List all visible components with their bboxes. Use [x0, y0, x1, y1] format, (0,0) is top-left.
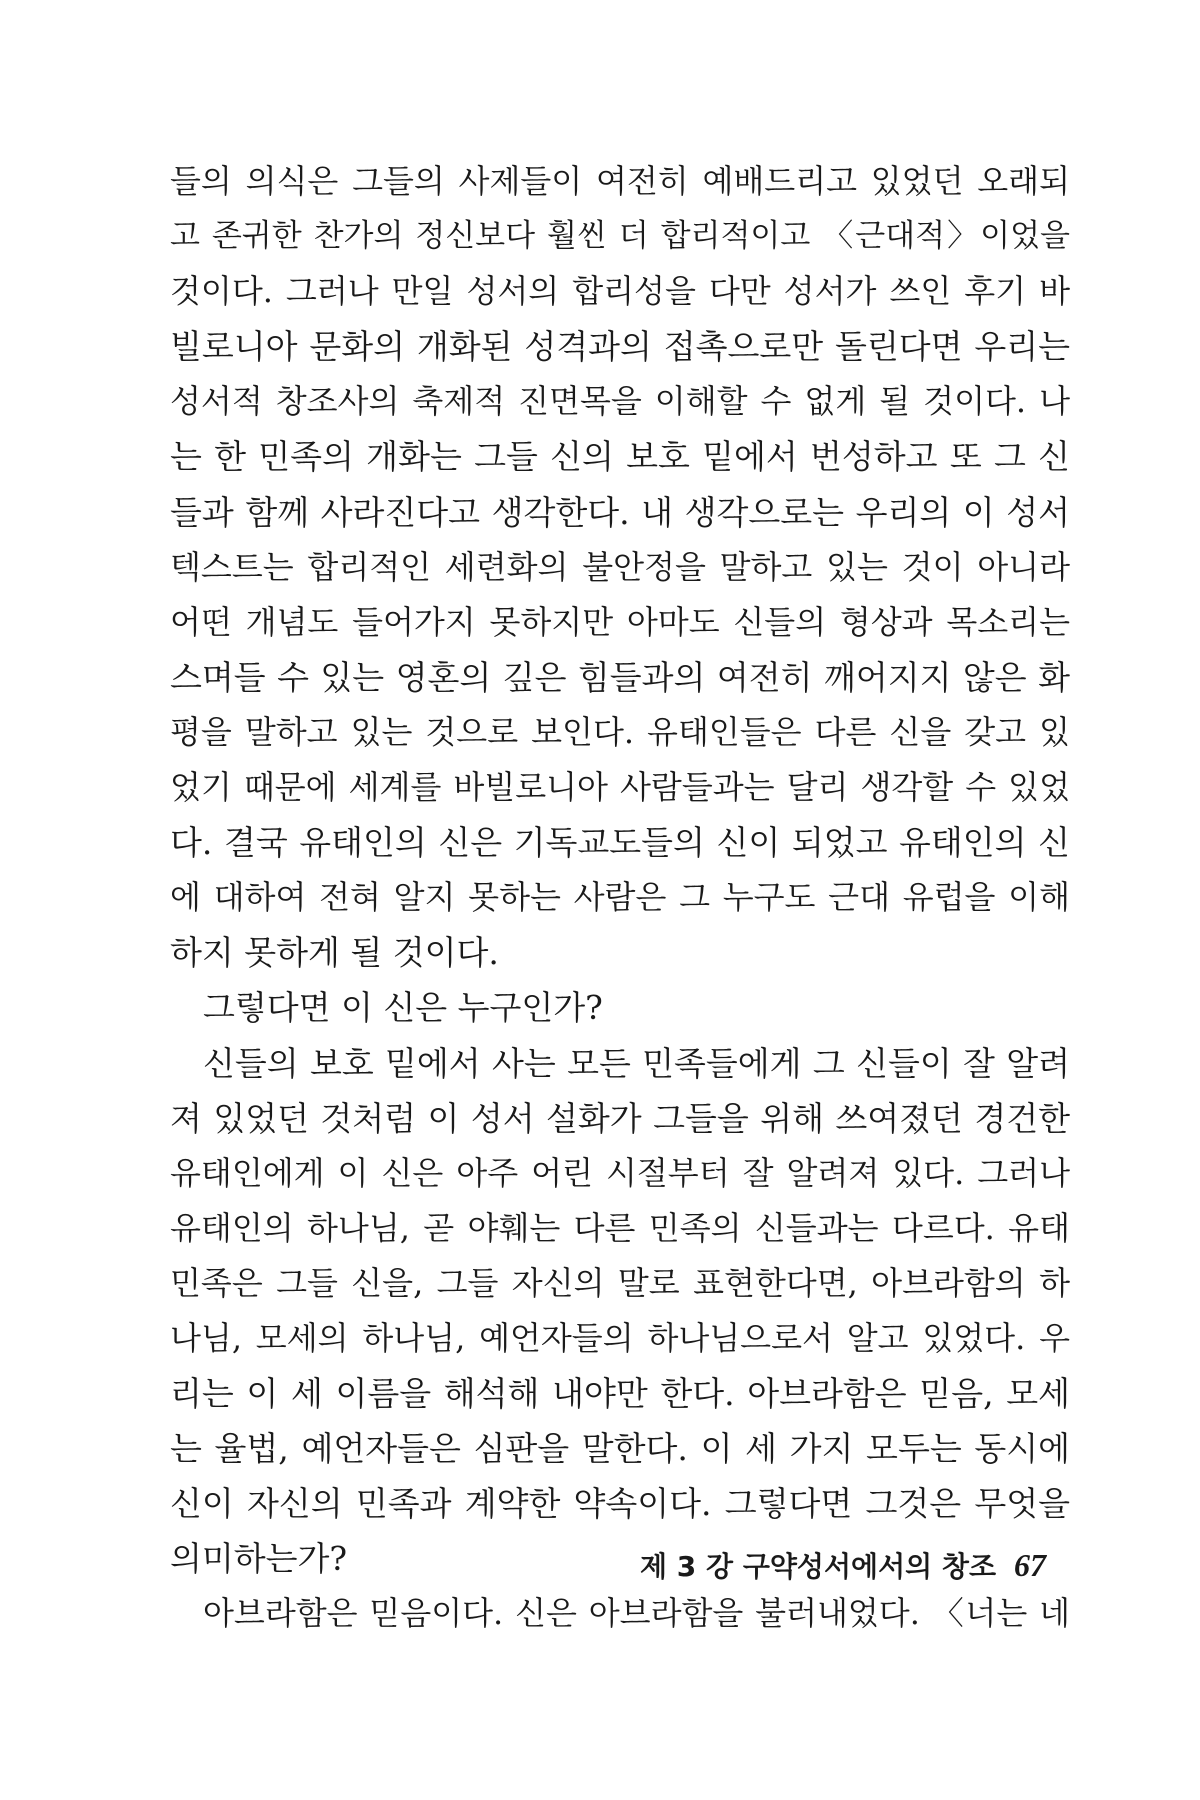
text-line: 평을 말하고 있는 것으로 보인다. 유태인들은 다른 신을 갖고 있 — [170, 712, 1070, 751]
page-number: 67 — [1014, 1547, 1047, 1583]
text-line: 유태인에게 이 신은 아주 어린 시절부터 잘 알려져 있다. 그러나 — [170, 1153, 1070, 1192]
text-line: 고 존귀한 찬가의 정신보다 훨씬 더 합리적이고 〈근대적〉이었을 — [170, 218, 1070, 255]
text-line: 것이다. 그러나 만일 성서의 합리성을 다만 성서가 쓰인 후기 바 — [170, 272, 1070, 311]
text-line: 었기 때문에 세계를 바빌로니아 사람들과는 달리 생각할 수 있었 — [170, 768, 1070, 807]
body-text — [170, 154, 1070, 1642]
text-line: 에 대하여 전혀 알지 못하는 사람은 그 누구도 근대 유럽을 이해 — [170, 878, 1070, 917]
text-line: 어떤 개념도 들어가지 못하지만 아마도 신들의 형상과 목소리는 — [170, 602, 1070, 641]
text-line: 들의 의식은 그들의 사제들이 여전히 예배드리고 있었던 오래되 — [170, 162, 1070, 200]
text-line: 들과 함께 사라진다고 생각한다. 내 생각으로는 우리의 이 성서 — [170, 492, 1070, 532]
text-line: 리는 이 세 이름을 해석해 내야만 한다. 아브라함은 믿음, 모세 — [170, 1374, 1070, 1414]
text-line: 의미하는가? — [170, 1539, 348, 1579]
text-line: 나님, 모세의 하나님, 예언자들의 하나님으로서 알고 있었다. 우 — [170, 1318, 1070, 1357]
page-footer — [640, 1545, 1070, 1585]
text-line: 민족은 그들 신을, 그들 자신의 말로 표현한다면, 아브라함의 하 — [170, 1263, 1070, 1302]
text-line: 신들의 보호 밑에서 사는 모든 민족들에게 그 신들이 잘 알려 — [203, 1043, 1070, 1083]
text-line: 성서적 창조사의 축제적 진면목을 이해할 수 없게 될 것이다. 나 — [170, 382, 1070, 421]
text-line: 는 율법, 예언자들은 심판을 말한다. 이 세 가지 모두는 동시에 — [170, 1429, 1070, 1469]
text-line: 져 있었던 것처럼 이 성서 설화가 그들을 위해 쓰여졌던 경건한 — [170, 1098, 1070, 1138]
text-line: 신이 자신의 민족과 계약한 약속이다. 그렇다면 그것은 무엇을 — [170, 1484, 1070, 1524]
text-line: 텍스트는 합리적인 세련화의 불안정을 말하고 있는 것이 아니라 — [170, 547, 1070, 586]
text-line: 다. 결국 유태인의 신은 기독교도들의 신이 되었고 유태인의 신 — [170, 823, 1070, 863]
text-line: 는 한 민족의 개화는 그들 신의 보호 밑에서 번성하고 또 그 신 — [170, 437, 1070, 477]
text-line: 하지 못하게 될 것이다. — [170, 933, 499, 973]
text-line: 유태인의 하나님, 곧 야훼는 다른 민족의 신들과는 다르다. 유태 — [170, 1208, 1070, 1247]
text-line: 빌로니아 문화의 개화된 성격과의 접촉으로만 돌린다면 우리는 — [170, 327, 1070, 367]
running-footer-title: 제 3 강 구약성서에서의 창조 — [640, 1550, 997, 1583]
text-line: 스며들 수 있는 영혼의 깊은 힘들과의 여전히 깨어지지 않은 화 — [170, 657, 1070, 697]
text-line: 그렇다면 이 신은 누구인가? — [203, 988, 603, 1028]
text-line: 아브라함은 믿음이다. 신은 아브라함을 불러내었다. 〈너는 네 — [203, 1594, 1070, 1633]
